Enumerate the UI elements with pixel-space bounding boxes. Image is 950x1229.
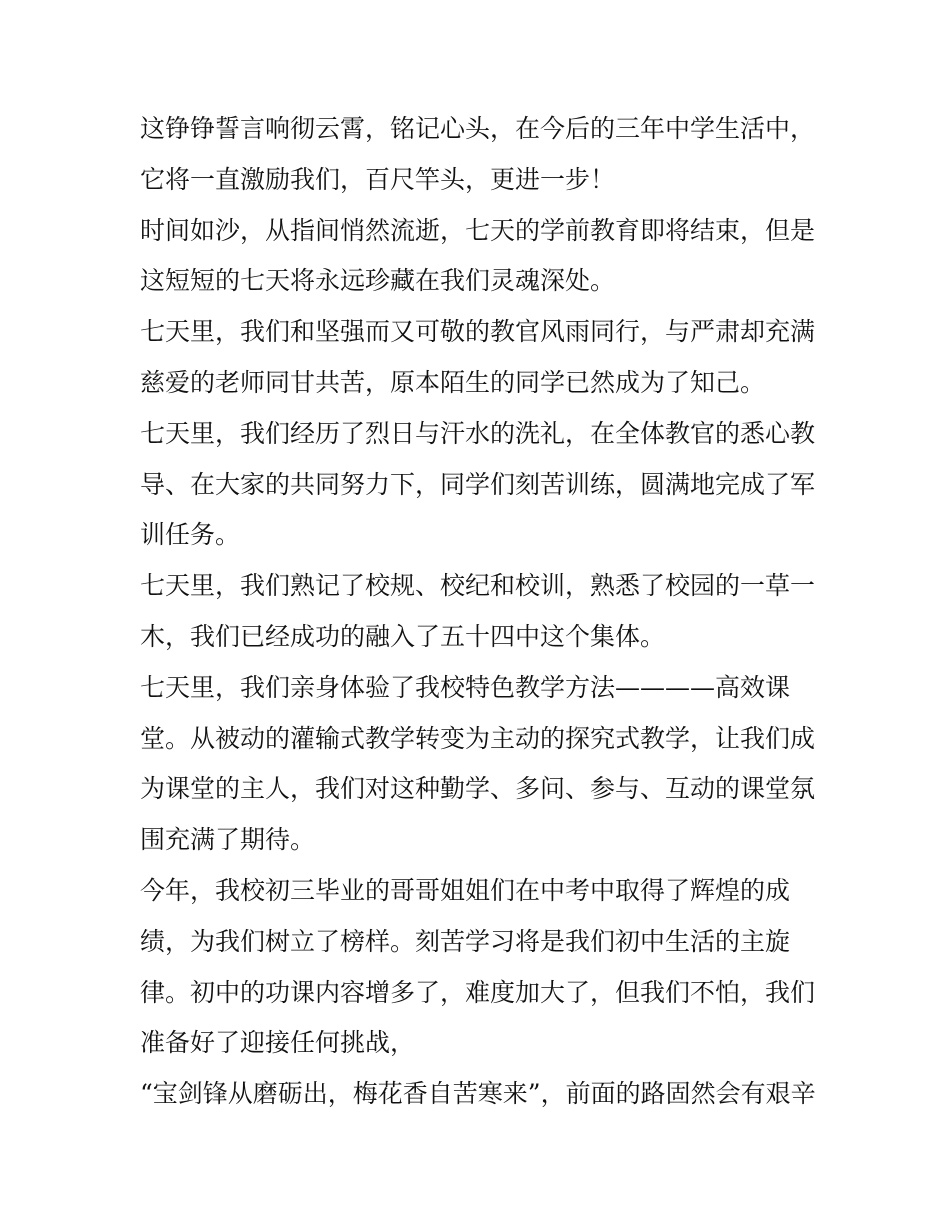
document-body <box>140 104 820 1120</box>
text-line: 这短短的七天将永远珍藏在我们灵魂深处。 <box>140 266 616 296</box>
text-line: 律。初中的功课内容增多了，难度加大了，但我们不怕，我们 <box>140 977 816 1007</box>
text-line: 它将一直激励我们，百尺竿头，更进一步！ <box>140 164 616 194</box>
text-line: 准备好了迎接任何挑战， <box>140 1028 416 1058</box>
text-line: 慈爱的老师同甘共苦，原本陌生的同学已然成为了知己。 <box>140 367 766 397</box>
text-line: 围充满了期待。 <box>140 825 316 855</box>
text-line: 木，我们已经成功的融入了五十四中这个集体。 <box>140 621 666 651</box>
text-line: 为课堂的主人，我们对这种勤学、多问、参与、互动的课堂氛 <box>140 774 816 804</box>
text-line: 今年，我校初三毕业的哥哥姐姐们在中考中取得了辉煌的成 <box>140 875 791 905</box>
text-line: 绩，为我们树立了榜样。刻苦学习将是我们初中生活的主旋 <box>140 926 791 956</box>
text-line: 堂。从被动的灌输式教学转变为主动的探究式教学，让我们成 <box>140 723 816 753</box>
text-line: 训任务。 <box>140 520 241 550</box>
text-line: 导、在大家的共同努力下，同学们刻苦训练，圆满地完成了军 <box>140 469 816 499</box>
text-line: 七天里，我们经历了烈日与汗水的洗礼，在全体教官的悉心教 <box>140 418 816 448</box>
text-line: 七天里，我们和坚强而又可敬的教官风雨同行，与严肃却充满 <box>140 317 816 347</box>
text-line: 七天里，我们亲身体验了我校特色教学方法————高效课 <box>140 672 791 702</box>
text-line: 时间如沙，从指间悄然流逝，七天的学前教育即将结束，但是 <box>140 215 816 245</box>
text-line: 七天里，我们熟记了校规、校纪和校训，熟悉了校园的一草一 <box>140 571 816 601</box>
text-line: “宝剑锋从磨砺出，梅花香自苦寒来”，前面的路固然会有艰辛 <box>140 1079 816 1109</box>
text-line: 这铮铮誓言响彻云霄，铭记心头，在今后的三年中学生活中， <box>140 114 816 143</box>
